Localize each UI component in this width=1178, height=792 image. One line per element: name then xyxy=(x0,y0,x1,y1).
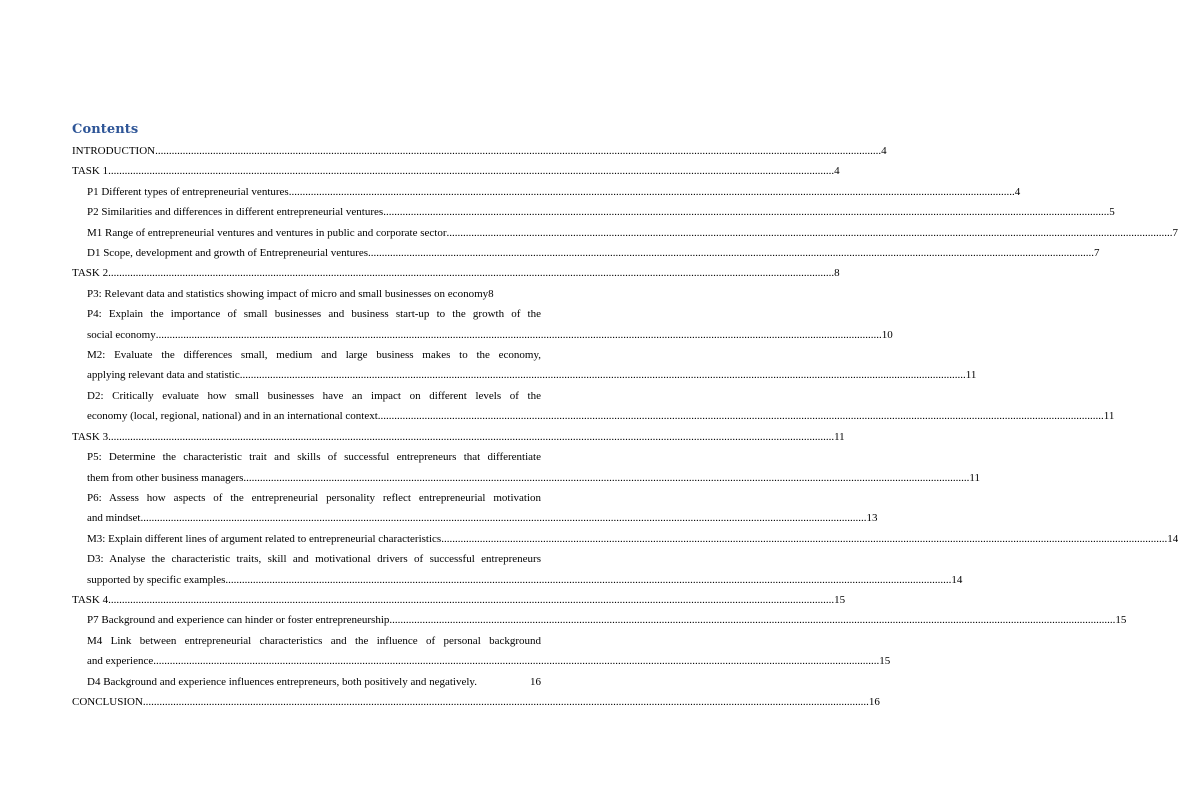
toc-entry-title-line1: M2: Evaluate the differences small, medium and large business makes to the economy, xyxy=(87,349,541,362)
toc-entry-page: 4 xyxy=(1014,185,1021,198)
toc-entry-p3[interactable] xyxy=(72,284,541,304)
toc-entry-m2[interactable] xyxy=(72,345,977,386)
toc-entry-introduction[interactable] xyxy=(72,141,887,161)
toc-entry-title: INTRODUCTION xyxy=(72,145,156,157)
toc-entry-page: 5 xyxy=(1109,206,1115,219)
toc-entry-d3[interactable] xyxy=(72,549,963,590)
toc-entry-title-line1: P6: Assess how aspects of the entrepreneurial personality reflect entrepreneurial motivation xyxy=(87,491,541,504)
toc-entry-task-1[interactable] xyxy=(72,161,840,181)
toc-entry-page: 11 xyxy=(969,471,980,484)
toc-entry-d4[interactable] xyxy=(72,672,541,692)
toc-entry-page: 4 xyxy=(881,145,887,157)
toc-entry-title: P3: Relevant data and statistics showing impact of micro and small businesses on economy xyxy=(87,287,489,300)
toc-entry-page: 16 xyxy=(530,675,541,688)
toc-entry-page: 15 xyxy=(834,593,846,606)
toc-entry-title: supported by specific examples xyxy=(87,573,226,586)
toc-entry-p1[interactable] xyxy=(72,182,1021,202)
toc-entry-title: applying relevant data and statistic xyxy=(87,369,240,382)
toc-entry-p2[interactable] xyxy=(72,202,1115,222)
toc-entry-p7[interactable] xyxy=(72,610,1127,630)
toc-entry-page: 14 xyxy=(951,573,963,586)
toc-entry-page: 7 xyxy=(1094,247,1100,260)
toc-entry-page: 8 xyxy=(488,287,494,300)
contents-heading: Contents xyxy=(72,122,139,137)
toc-entry-title-line1: P4: Explain the importance of small businesses and business start-up to the growth of the xyxy=(87,308,541,321)
toc-entry-title: TASK 3 xyxy=(72,430,109,443)
toc-entry-title: TASK 4 xyxy=(72,593,109,606)
toc-entry-page: 15 xyxy=(1115,614,1127,627)
toc-entry-p6[interactable] xyxy=(72,488,878,529)
toc-entry-d2[interactable] xyxy=(72,386,1115,427)
toc-entry-title: D4 Background and experience influences entrepreneurs, both positively and negatively. xyxy=(87,675,477,688)
toc-entry-title: CONCLUSION xyxy=(72,695,143,708)
toc-entry-page: 11 xyxy=(965,369,977,382)
toc-entry-m3[interactable] xyxy=(72,529,1178,549)
toc-entry-task-2[interactable] xyxy=(72,263,840,283)
toc-entry-title: P1 Different types of entrepreneurial ventures xyxy=(87,185,289,198)
toc-entry-page: 10 xyxy=(881,328,893,341)
toc-entry-m4[interactable] xyxy=(72,631,891,672)
toc-entry-m1[interactable] xyxy=(72,223,1178,243)
toc-entry-task-4[interactable] xyxy=(72,590,846,610)
toc-entry-title: P7 Background and experience can hinder or foster entrepreneurship xyxy=(87,614,390,627)
toc-entry-page: 7 xyxy=(1172,226,1178,239)
toc-entry-title: P2 Similarities and differences in different entrepreneurial ventures xyxy=(87,206,384,219)
toc-entry-title: social economy xyxy=(87,328,156,341)
toc-entry-title-line1: M4 Link between entrepreneurial characteristics and the influence of personal background xyxy=(87,634,541,647)
toc-entry-title: economy (local, regional, national) and in an international context xyxy=(87,410,378,423)
toc-entry-title: D1 Scope, development and growth of Entrepreneurial ventures xyxy=(87,247,369,260)
toc-entry-title: M3: Explain different lines of argument related to entrepreneurial characteristics xyxy=(87,532,442,545)
toc-entry-task-3[interactable] xyxy=(72,427,845,447)
toc-entry-title: TASK 2 xyxy=(72,267,109,280)
toc-entry-title: M1 Range of entrepreneurial ventures and ventures in public and corporate sector xyxy=(87,226,447,239)
toc-entry-page: 14 xyxy=(1167,532,1178,545)
toc-entry-title-line1: D2: Critically evaluate how small businesses have an impact on different levels of the xyxy=(87,389,541,402)
table-of-contents xyxy=(72,141,1178,712)
toc-entry-title: them from other business managers xyxy=(87,471,244,484)
toc-entry-page: 16 xyxy=(868,695,880,708)
toc-entry-page: 8 xyxy=(834,267,840,280)
toc-entry-page: 11 xyxy=(834,430,845,443)
toc-entry-page: 13 xyxy=(866,512,878,525)
toc-entry-p5[interactable] xyxy=(72,447,980,488)
toc-entry-d1[interactable] xyxy=(72,243,1100,263)
toc-entry-title-line1: P5: Determine the characteristic trait and skills of successful entrepreneurs that differentiate xyxy=(87,451,541,464)
toc-entry-title: and experience xyxy=(87,655,154,668)
toc-entry-page: 4 xyxy=(834,165,840,178)
toc-entry-page: 11 xyxy=(1103,410,1115,423)
toc-entry-title: and mindset xyxy=(87,512,141,525)
toc-entry-p4[interactable] xyxy=(72,304,893,345)
toc-entry-title-line1: D3: Analyse the characteristic traits, skill and motivational drivers of successful entrepreneurs xyxy=(87,553,541,566)
toc-entry-page: 15 xyxy=(879,655,891,668)
toc-entry-title: TASK 1 xyxy=(72,165,109,178)
toc-entry-conclusion[interactable] xyxy=(72,692,880,712)
